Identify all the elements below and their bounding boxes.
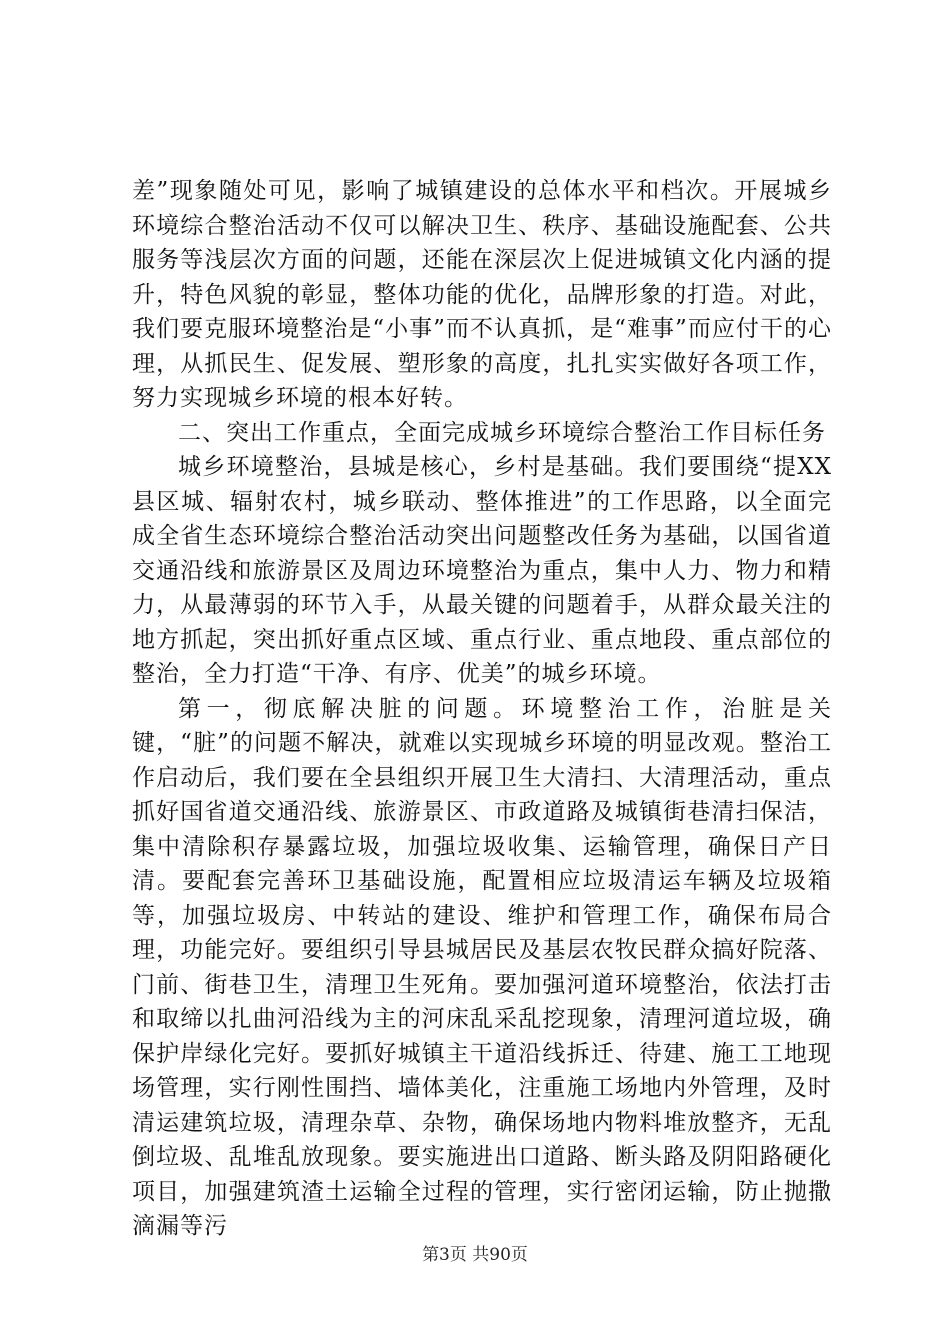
paragraph: 城乡环境整治，县城是核心，乡村是基础。我们要围绕“提XX县区城、辐射农村，城乡联动、整体推进”的工作思路，以全面完成全省生态环境综合整治活动突出问题整改任务为基础，以国省道交通沿线和旅游景区及周边环境整治为重点，集中人力、物力和精力，从最薄弱的环节入手，从最关键的问题着手，从群众最关注的地方抓起，突出抓好重点区域、重点行业、重点地段、重点部位的整治，全力打造“干净、有序、优美”的城乡环境。 [132,454,832,687]
page-footer: 第3页 共90页 [422,1245,528,1265]
document-body [132,174,832,1244]
paragraph: 第一，彻底解决脏的问题。环境整治工作，治脏是关键，“脏”的问题不解决，就难以实现城乡环境的明显改观。整治工作启动后，我们要在全县组织开展卫生大清扫、大清理活动，重点抓好国省道交通沿线、旅游景区、市政道路及城镇街巷清扫保洁，集中清除积存暴露垃圾，加强垃圾收集、运输管理，确保日产日清。要配套完善环卫基础设施，配置相应垃圾清运车辆及垃圾箱等，加强垃圾房、中转站的建设、维护和管理工作，确保布局合理，功能完好。要组织引导县城居民及基层农牧民群众搞好院落、门前、街巷卫生，清理卫生死角。要加强河道环境整治，依法打击和取缔以扎曲河沿线为主的河床乱采乱挖现象，清理河道垃圾，确保护岸绿化完好。要抓好城镇主干道沿线拆迁、待建、施工工地现场管理，实行刚性围挡、墙体美化，注重施工场地内外管理，及时清运建筑垃圾，清理杂草、杂物，确保场地内物料堆放整齐，无乱倒垃圾、乱堆乱放现象。要实施进出口道路、断头路及阴阳路硬化项目，加强建筑渣土运输全过程的管理，实行密闭运输，防止抛撒滴漏等污 [132,695,832,1239]
section-heading: 二、突出工作重点，全面完成城乡环境综合整治工作目标任务 [178,419,826,446]
paragraph-continuation: 差”现象随处可见，影响了城镇建设的总体水平和档次。开展城乡环境综合整治活动不仅可以解决卫生、秩序、基础设施配套、公共服务等浅层次方面的问题，还能在深层次上促进城镇文化内涵的提升，特色风貌的彰显，整体功能的优化，品牌形象的打造。对此，我们要克服环境整治是“小事”而不认真抓，是“难事”而应付干的心理，从抓民生、促发展、塑形象的高度，扎扎实实做好各项工作，努力实现城乡环境的根本好转。 [132,178,832,411]
